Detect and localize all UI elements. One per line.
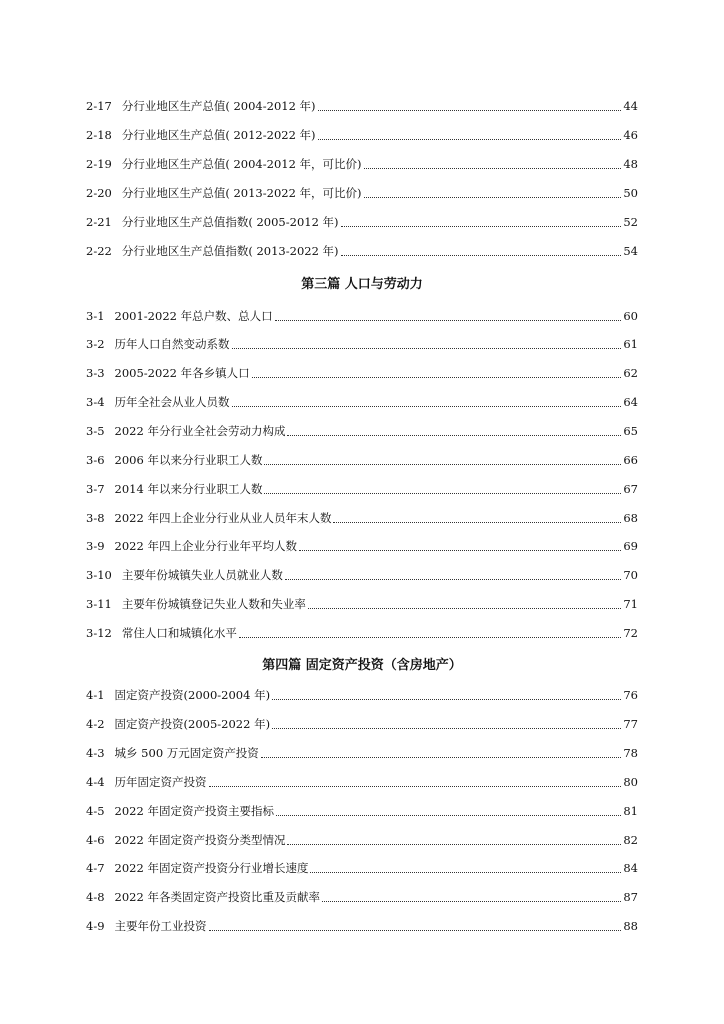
entry-title: 分行业地区生产总值( 2012-2022 年) — [121, 128, 316, 142]
toc-entry[interactable] — [86, 536, 638, 556]
entry-number: 2-20 — [86, 186, 112, 200]
entry-page-number: 60 — [623, 309, 638, 323]
entry-number: 4-3 — [86, 746, 105, 760]
entry-title: 固定资产投资(2005-2022 年) — [114, 717, 271, 731]
dot-leader — [308, 608, 622, 609]
entry-page-number: 70 — [623, 568, 638, 582]
entry-number: 4-2 — [86, 717, 105, 731]
entry-number: 2-18 — [86, 128, 112, 142]
dot-leader — [272, 728, 621, 729]
entry-title: 分行业地区生产总值( 2004-2012 年) — [121, 99, 316, 113]
toc-entry[interactable] — [86, 565, 638, 585]
entry-title: 历年全社会从业人员数 — [114, 395, 230, 409]
toc-entry[interactable] — [86, 183, 638, 203]
entry-number: 3-8 — [86, 511, 105, 525]
entry-number: 3-11 — [86, 597, 112, 611]
entry-number: 3-3 — [86, 366, 105, 380]
entry-title: 2022 年四上企业分行业从业人员年末人数 — [114, 511, 332, 525]
dot-leader — [232, 348, 622, 349]
entry-number: 4-6 — [86, 833, 105, 847]
dot-leader — [341, 255, 622, 256]
entry-title: 主要年份城镇失业人员就业人数 — [121, 568, 283, 582]
entry-number: 3-9 — [86, 539, 105, 553]
entry-title: 2022 年固定资产投资分类型情况 — [114, 833, 286, 847]
entry-number: 2-19 — [86, 157, 112, 171]
entry-number: 4-5 — [86, 804, 105, 818]
dot-leader — [341, 226, 622, 227]
entry-page-number: 44 — [623, 99, 638, 113]
entry-page-number: 81 — [623, 804, 638, 818]
entry-title: 主要年份工业投资 — [114, 919, 207, 933]
toc-entry[interactable] — [86, 508, 638, 528]
entry-title: 2022 年固定资产投资主要指标 — [114, 804, 274, 818]
dot-leader — [272, 699, 621, 700]
dot-leader — [285, 579, 622, 580]
dot-leader — [261, 757, 622, 758]
dot-leader — [310, 872, 621, 873]
toc-entry[interactable] — [86, 594, 638, 614]
dot-leader — [287, 435, 621, 436]
entry-number: 3-7 — [86, 482, 105, 496]
entry-page-number: 76 — [623, 688, 638, 702]
entry-page-number: 66 — [623, 453, 638, 467]
section-heading: 第三篇 人口与劳动力 — [301, 277, 423, 292]
toc-entry[interactable] — [86, 685, 638, 705]
dot-leader — [318, 139, 622, 140]
entry-page-number: 80 — [623, 775, 638, 789]
dot-leader — [209, 930, 622, 931]
entry-page-number: 61 — [623, 337, 638, 351]
entry-page-number: 46 — [623, 128, 638, 142]
toc-entry[interactable] — [86, 714, 638, 734]
toc-entry[interactable] — [86, 96, 638, 116]
entry-number: 4-9 — [86, 919, 105, 933]
entry-title: 2001-2022 年总户数、总人口 — [114, 309, 273, 323]
entry-page-number: 88 — [623, 919, 638, 933]
toc-entry[interactable] — [86, 212, 638, 232]
entry-title: 2014 年以来分行业职工人数 — [114, 482, 263, 496]
toc-entry[interactable] — [86, 887, 638, 907]
entry-page-number: 68 — [623, 511, 638, 525]
entry-title: 历年固定资产投资 — [114, 775, 207, 789]
entry-number: 3-6 — [86, 453, 105, 467]
toc-entry[interactable] — [86, 154, 638, 174]
entry-page-number: 54 — [623, 244, 638, 258]
entry-title: 固定资产投资(2000-2004 年) — [114, 688, 271, 702]
entry-page-number: 65 — [623, 424, 638, 438]
toc-entry[interactable] — [86, 772, 638, 792]
entry-page-number: 62 — [623, 366, 638, 380]
toc-entry[interactable] — [86, 125, 638, 145]
entry-page-number: 67 — [623, 482, 638, 496]
entry-title: 分行业地区生产总值( 2013-2022 年，可比价) — [121, 186, 362, 200]
entry-page-number: 69 — [623, 539, 638, 553]
toc-entry[interactable] — [86, 421, 638, 441]
entry-title: 2006 年以来分行业职工人数 — [114, 453, 263, 467]
entry-number: 3-4 — [86, 395, 105, 409]
entry-number: 2-21 — [86, 215, 112, 229]
entry-page-number: 82 — [623, 833, 638, 847]
toc-entry[interactable] — [86, 916, 638, 936]
entry-page-number: 52 — [623, 215, 638, 229]
toc-entry[interactable] — [86, 623, 638, 643]
dot-leader — [364, 197, 622, 198]
entry-page-number: 84 — [623, 861, 638, 875]
toc-entry[interactable] — [86, 450, 638, 470]
entry-page-number: 64 — [623, 395, 638, 409]
entry-page-number: 50 — [623, 186, 638, 200]
toc-entry[interactable] — [86, 830, 638, 850]
dot-leader — [318, 110, 622, 111]
toc-entry[interactable] — [86, 743, 638, 763]
entry-number: 3-2 — [86, 337, 105, 351]
entry-number: 3-10 — [86, 568, 112, 582]
entry-page-number: 71 — [623, 597, 638, 611]
dot-leader — [364, 168, 622, 169]
dot-leader — [275, 320, 622, 321]
entry-title: 2005-2022 年各乡镇人口 — [114, 366, 250, 380]
toc-entry[interactable] — [86, 479, 638, 499]
toc-entry[interactable] — [86, 801, 638, 821]
dot-leader — [232, 406, 622, 407]
dot-leader — [209, 786, 622, 787]
toc-entry[interactable] — [86, 306, 638, 326]
entry-page-number: 87 — [623, 890, 638, 904]
entry-title: 历年人口自然变动系数 — [114, 337, 230, 351]
entry-number: 4-1 — [86, 688, 105, 702]
entry-page-number: 77 — [623, 717, 638, 731]
entry-title: 常住人口和城镇化水平 — [121, 626, 237, 640]
toc-entry[interactable] — [86, 392, 638, 412]
toc-entry[interactable] — [86, 334, 638, 354]
dot-leader — [333, 522, 621, 523]
entry-number: 3-1 — [86, 309, 105, 323]
entry-title: 2022 年分行业全社会劳动力构成 — [114, 424, 286, 438]
entry-number: 3-12 — [86, 626, 112, 640]
entry-title: 2022 年各类固定资产投资比重及贡献率 — [114, 890, 320, 904]
dot-leader — [239, 637, 622, 638]
entry-title: 2022 年固定资产投资分行业增长速度 — [114, 861, 309, 875]
toc-entry[interactable] — [86, 363, 638, 383]
dot-leader — [276, 815, 621, 816]
entry-number: 3-5 — [86, 424, 105, 438]
entry-page-number: 78 — [623, 746, 638, 760]
dot-leader — [264, 493, 621, 494]
dot-leader — [287, 844, 621, 845]
entry-number: 4-7 — [86, 861, 105, 875]
entry-title: 主要年份城镇登记失业人数和失业率 — [121, 597, 306, 611]
entry-page-number: 72 — [623, 626, 638, 640]
entry-title: 分行业地区生产总值( 2004-2012 年，可比价) — [121, 157, 362, 171]
entry-title: 分行业地区生产总值指数( 2005-2012 年) — [121, 215, 339, 229]
section-heading: 第四篇 固定资产投资（含房地产） — [262, 658, 462, 673]
toc-entry[interactable] — [86, 241, 638, 261]
dot-leader — [322, 901, 621, 902]
dot-leader — [299, 550, 621, 551]
entry-page-number: 48 — [623, 157, 638, 171]
entry-number: 4-8 — [86, 890, 105, 904]
entry-title: 2022 年四上企业分行业年平均人数 — [114, 539, 297, 553]
dot-leader — [264, 464, 621, 465]
entry-number: 2-22 — [86, 244, 112, 258]
dot-leader — [252, 377, 622, 378]
entry-number: 4-4 — [86, 775, 105, 789]
toc-entry[interactable] — [86, 858, 638, 878]
entry-title: 城乡 500 万元固定资产投资 — [114, 746, 259, 760]
entry-title: 分行业地区生产总值指数( 2013-2022 年) — [121, 244, 339, 258]
entry-number: 2-17 — [86, 99, 112, 113]
